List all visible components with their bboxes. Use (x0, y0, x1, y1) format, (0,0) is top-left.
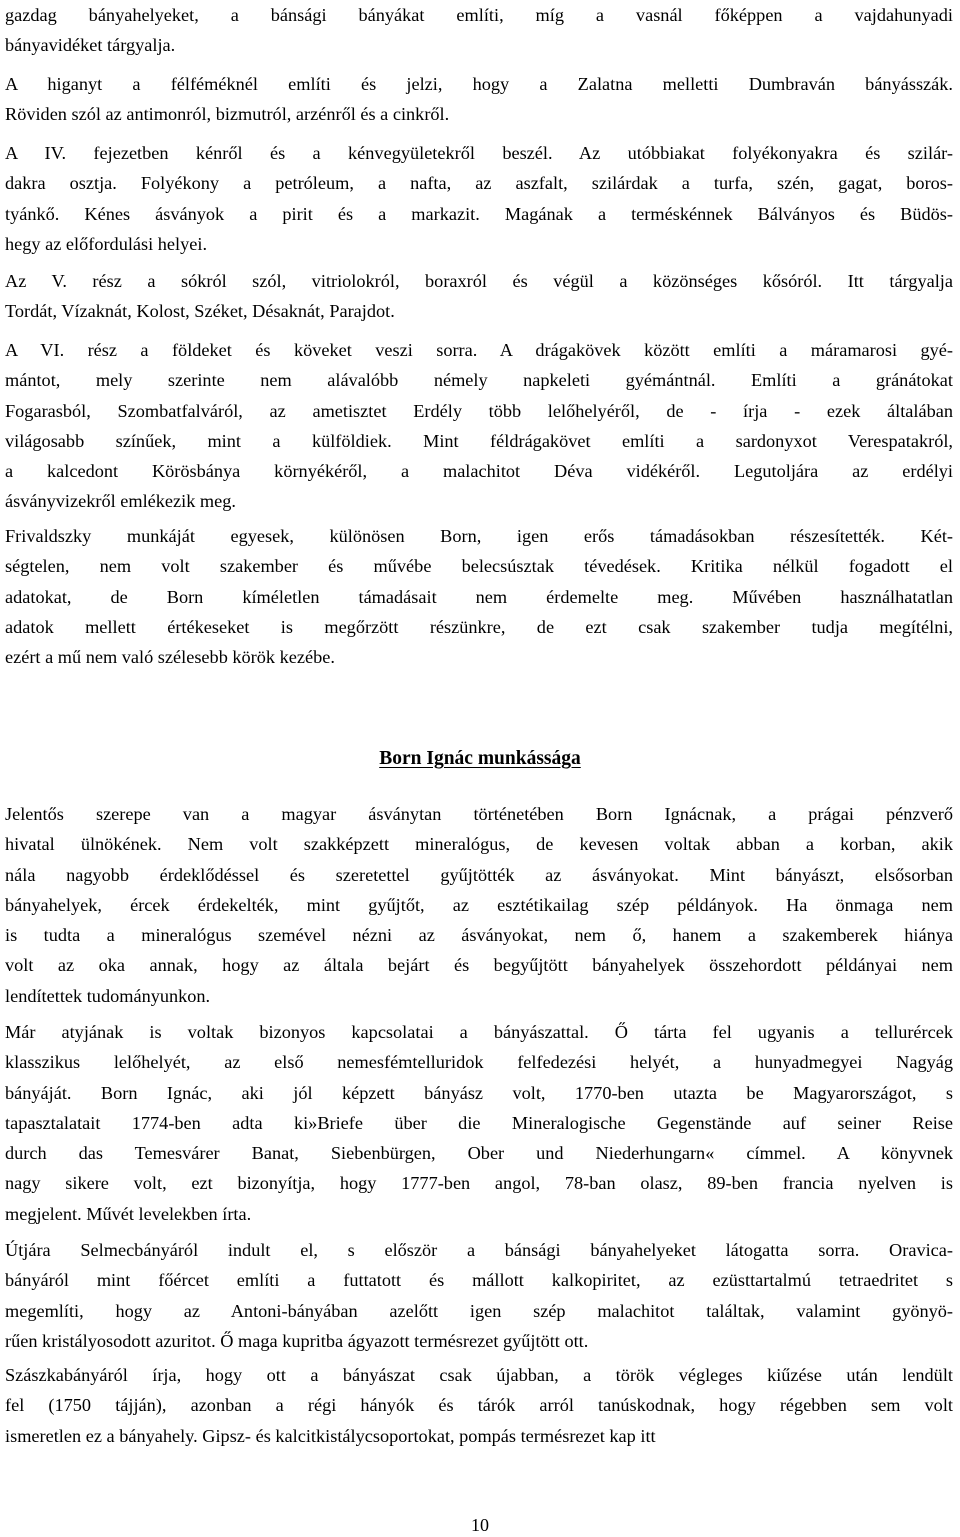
text-line: ásványvizekről emlékezik meg. (5, 491, 236, 512)
text-line: dakra osztja. Folyékony a petróleum, a nafta, az aszfalt, szilárdak a turfa, szén, gagat, boros- (5, 173, 953, 194)
text-line: ségtelen, nem volt szakember és művébe belecsúsztak tévedések. Kritika nélkül fogadott el (5, 556, 953, 577)
paragraph (5, 521, 953, 672)
text-line: hegy az előfordulási helyei. (5, 233, 208, 254)
text-line: bányáját. Born Ignác, aki jól képzett bányász volt, 1770-ben utazta be Magyarországot, s (5, 1082, 953, 1103)
text-line: klasszikus lelőhelyét, az első nemesfémtelluridok felfedezési helyét, a hunyadmegyei Nagyág (5, 1052, 953, 1073)
text-line: gazdag bányahelyeket, a bánsági bányákat említi, míg a vasnál főképpen a vajdahunyadi (5, 5, 953, 25)
text-line: hivatal ülnökének. Nem volt szakképzett mineralógus, de kevesen voltak abban a korban, akik (5, 834, 953, 855)
text-line: A VI. rész a földeket és köveket veszi sorra. A drágakövek között említi a máramarosi gyé- (5, 340, 953, 360)
text-line: Már atyjának is voltak bizonyos kapcsolatai a bányászattal. Ő tárta fel ugyanis a tellurércek (5, 1022, 953, 1042)
text-line: megjelent. Művét levelekben írta. (5, 1203, 252, 1224)
text-line: Szászkabányáról írja, hogy ott a bányászat csak újabban, a török végleges kiűzése után lendült (5, 1365, 953, 1385)
text-line: fel (1750 tájján), azonban a régi hányók és tárók arról tanúskodnak, hogy régebben sem volt (5, 1395, 953, 1416)
text-line: lendítettek tudományunkon. (5, 985, 211, 1006)
text-line: A higanyt a félféméknél említi és jelzi, hogy a Zalatna melletti Dumbraván bányásszák. (5, 74, 953, 94)
text-line: megemlíti, hogy az Antoni-bányában azelőtt igen szép malachitot találtak, valamint gyönyö- (5, 1300, 953, 1321)
paragraph (5, 799, 953, 1011)
text-line: Tordát, Vízaknát, Kolost, Széket, Désaknát, Parajdot. (5, 301, 395, 322)
text-line: tyánkő. Kénes ásványok a pirit és a markazit. Magának a terméskénnek Bálványos és Büdös- (5, 203, 953, 224)
text-line: volt az oka annak, hogy az általa bejárt és begyűjtött bányahelyek összehordott példányai nem (5, 955, 953, 976)
text-line: bányáról mint főércet említi a futtatott és mállott kalkopiritet, az ezüsttartalmú tetraedritet s (5, 1270, 953, 1291)
paragraph (5, 69, 953, 130)
text-line: ismeretlen ez a bányahely. Gipsz- és kalcitkistálycsoportokat, pompás termésrezet kap itt (5, 1425, 656, 1446)
text-line: Röviden szól az antimonról, bizmutról, arzénről és a cinkről. (5, 104, 450, 125)
paragraph (5, 266, 953, 327)
text-line: világosabb színűek, mint a külföldiek. Mint féldrágakövet említi a sardonyxot Verespatakról, (5, 430, 953, 451)
text-line: is tudta a mineralógus szemével nézni az ásványokat, nem ő, hanem a szakemberek hiánya (5, 925, 953, 946)
text-line: Frivaldszky munkáját egyesek, különösen Born, igen erős támadásokban részesítették. Két- (5, 526, 953, 546)
text-line: nála nagyobb érdeklődéssel és szeretettel gyűjtötték az ásványokat. Mint bányászt, elsősorban (5, 864, 953, 885)
text-line: nagy sikere volt, ezt bizonyítja, hogy 1777-ben angol, 78-ban olasz, 89-ben francia nyelven is (5, 1173, 953, 1194)
paragraph (5, 138, 953, 259)
text-line: a kalcedont Körösbánya környékéről, a malachitot Déva vidékéről. Legutoljára az erdélyi (5, 461, 953, 482)
text-line: adatokat, de Born kíméletlen támadásait nem érdemelte meg. Művében használhatatlan (5, 586, 953, 607)
text-line: Jelentős szerepe van a magyar ásványtan történetében Born Ignácnak, a prágai pénzverő (5, 804, 953, 824)
text-line: mántot, mely szerinte nem alávalóbb némely napkeleti gyémántnál. Említi a gránátokat (5, 370, 953, 391)
text-line: A IV. fejezetben kénről és a kénvegyületekről beszél. Az utóbbiakat folyékonyakra és szilár- (5, 143, 953, 163)
paragraph (5, 1235, 953, 1356)
text-line: rűen kristályosodott azuritot. Ő maga kupritba ágyazott termésrezet gyűjtött ott. (5, 1330, 589, 1351)
text-line: ezért a mű nem való szélesebb körök kezébe. (5, 647, 335, 668)
page-number: 10 (471, 1515, 489, 1535)
text-line: Az V. rész a sókról szól, vitriolokról, boraxról és végül a közönséges kősóról. Itt tárgyalja (5, 271, 953, 291)
text-line: adatok mellett értékeseket is megőrzött részünkre, de ezt csak szakember tudja megítélni, (5, 616, 953, 637)
paragraph (5, 1360, 953, 1451)
text-line: bányavidéket tárgyalja. (5, 35, 176, 56)
text-line: bányahelyek, ércek érdekelték, mint gyűjtőt, az esztétikailag szép példányok. Ha önmaga nem (5, 894, 953, 915)
paragraph (5, 335, 953, 517)
section-heading (0, 744, 960, 774)
section-heading-text: Born Ignác munkássága (379, 748, 581, 769)
paragraph (5, 1017, 953, 1229)
text-line: Útjára Selmecbányáról indult el, s először a bánsági bányahelyeket látogatta sorra. Oravica- (5, 1240, 953, 1260)
text-line: tapasztalatait 1774-ben adta ki»Briefe über die Mineralogische Gegenstände auf seiner Reise (5, 1112, 953, 1133)
text-line: durch das Temesvárer Banat, Siebenbürgen, Ober und Niederhungarn« címmel. A könyvnek (5, 1143, 953, 1164)
paragraph (5, 0, 953, 61)
text-line: Fogarasból, Szombatfalváról, az ametisztet Erdély több lelőhelyéről, de - írja - ezek általában (5, 400, 953, 421)
